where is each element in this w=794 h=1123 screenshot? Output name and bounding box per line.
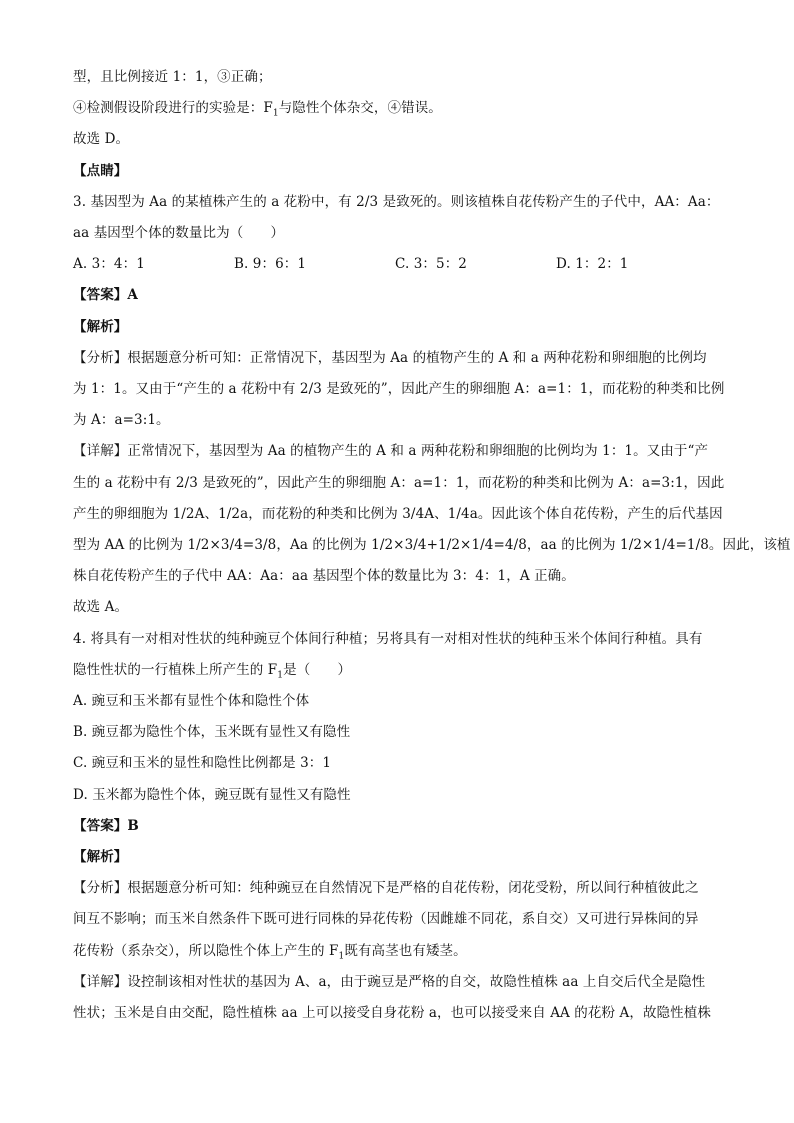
subscript: 1 [338,951,345,962]
q4-answer: 【答案】B [73,817,139,834]
q3-answer: 【答案】A [73,287,138,304]
subscript: 1 [272,108,279,119]
q3-conclusion: 故选 A。 [73,599,129,616]
q3-stem-line2: aa 基因型个体的数量比为（ ） [73,225,285,242]
q4-option-c: C. 豌豆和玉米的显性和隐性比例都是 3：1 [73,755,332,772]
q4-stem-line1: 4. 将具有一对相对性状的纯种豌豆个体间行种植；另将具有一对相对性状的纯种玉米个体间行种植。具有 [73,630,703,647]
q3-fenxi-line2: 为 1：1。又由于“产生的 a 花粉中有 2/3 是致死的”，因此产生的卵细胞 A：a=1：1，而花粉的种类和比例 [73,381,725,398]
q4-fenxi-line1: 【分析】根据题意分析可知：纯种豌豆在自然情况下是严格的自花传粉，闭花受粉，所以间行种植彼此之 [73,880,699,897]
q2-tail-line1: 型，且比例接近 1：1，③正确； [73,69,272,85]
q3-option-a: A. 3：4：1 [73,256,145,273]
q2-tail-line2-text-end: 与隐性个体杂交，④错误。 [278,100,442,117]
q3-option-d: D. 1：2：1 [556,256,629,273]
q4-jiexi-heading: 【解析】 [73,849,128,866]
q3-option-c: C. 3：5：2 [395,256,467,273]
subscript: 1 [277,670,284,681]
q4-stem-line2 [73,655,723,686]
document-page [73,62,791,1029]
q3-xiangjie-line1: 【详解】正常情况下，基因型为 Aa 的植物产生的 A 和 a 两种花粉和卵细胞的比例均为 1：1。又由于“产 [73,443,709,460]
q3-xiangjie-line3: 产生的卵细胞为 1/2A、1/2a，而花粉的种类和比例为 3/4A、1/4a。因此该个体自花传粉，产生的后代基因 [73,505,723,522]
q4-fenxi-line3 [73,936,723,967]
q4-xiangjie-line1: 【详解】设控制该相对性状的基因为 A、a，由于豌豆是严格的自交，故隐性植株 aa 上自交后代全是隐性 [73,973,706,990]
q3-xiangjie-line5: 株自花传粉产生的子代中 AA：Aa：aa 基因型个体的数量比为 3：4：1，A 正确。 [73,568,575,585]
q3-fenxi-line3: 为 A：a=3:1。 [73,412,170,429]
q4-xiangjie-line2: 性状；玉米是自由交配，隐性植株 aa 上可以接受自身花粉 a，也可以接受来自 AA 的花粉 A，故隐性植株 [73,1005,711,1022]
q3-xiangjie-line2: 生的 a 花粉中有 2/3 是致死的”，因此产生的卵细胞 A：a=1：1，而花粉的种类和比例为 A：a=3:1，因此 [73,474,725,491]
q4-fenxi-line3-text-end: 既有高茎也有矮茎。 [344,942,467,959]
q3-xiangjie-line4: 型为 AA 的比例为 1/2×3/4=3/8，Aa 的比例为 1/2×3/4+1/2×1/4=4/8，aa 的比例为 1/2×1/4=1/8。因此，该植 [73,537,791,554]
q4-stem-line2-text: 隐性性状的一行植株上所产生的 F [73,661,278,678]
q4-stem-line2-text-end: 是（ ） [283,661,352,678]
q4-option-a: A. 豌豆和玉米都有显性个体和隐性个体 [73,693,310,710]
q2-dianjing-heading: 【点睛】 [73,162,128,179]
q2-conclusion: 故选 D。 [73,131,130,148]
q4-fenxi-line3-text: 花传粉（系杂交），所以隐性个体上产生的 F [73,942,339,959]
q4-fenxi-line2: 间互不影响；而玉米自然条件下既可进行同株的异花传粉（因雌雄不同花，系自交）又可进行异株间的异 [73,911,699,928]
q3-fenxi-line1: 【分析】根据题意分析可知：正常情况下，基因型为 Aa 的植物产生的 A 和 a 两种花粉和卵细胞的比例均 [73,349,707,366]
q3-option-b: B. 9：6：1 [234,256,307,273]
q3-jiexi-heading: 【解析】 [73,318,128,335]
q2-tail-line2-text: ④检测假设阶段进行的实验是：F [73,100,273,117]
q3-stem-line1: 3. 基因型为 Aa 的某植株产生的 a 花粉中，有 2/3 是致死的。则该植株自花传粉产生的子代中，AA：Aa： [73,193,720,210]
q4-option-b: B. 豌豆都为隐性个体，玉米既有显性又有隐性 [73,724,351,741]
q4-option-d: D. 玉米都为隐性个体，豌豆既有显性又有隐性 [73,786,351,803]
q3-options [73,249,723,280]
q2-tail-line2 [73,93,723,124]
